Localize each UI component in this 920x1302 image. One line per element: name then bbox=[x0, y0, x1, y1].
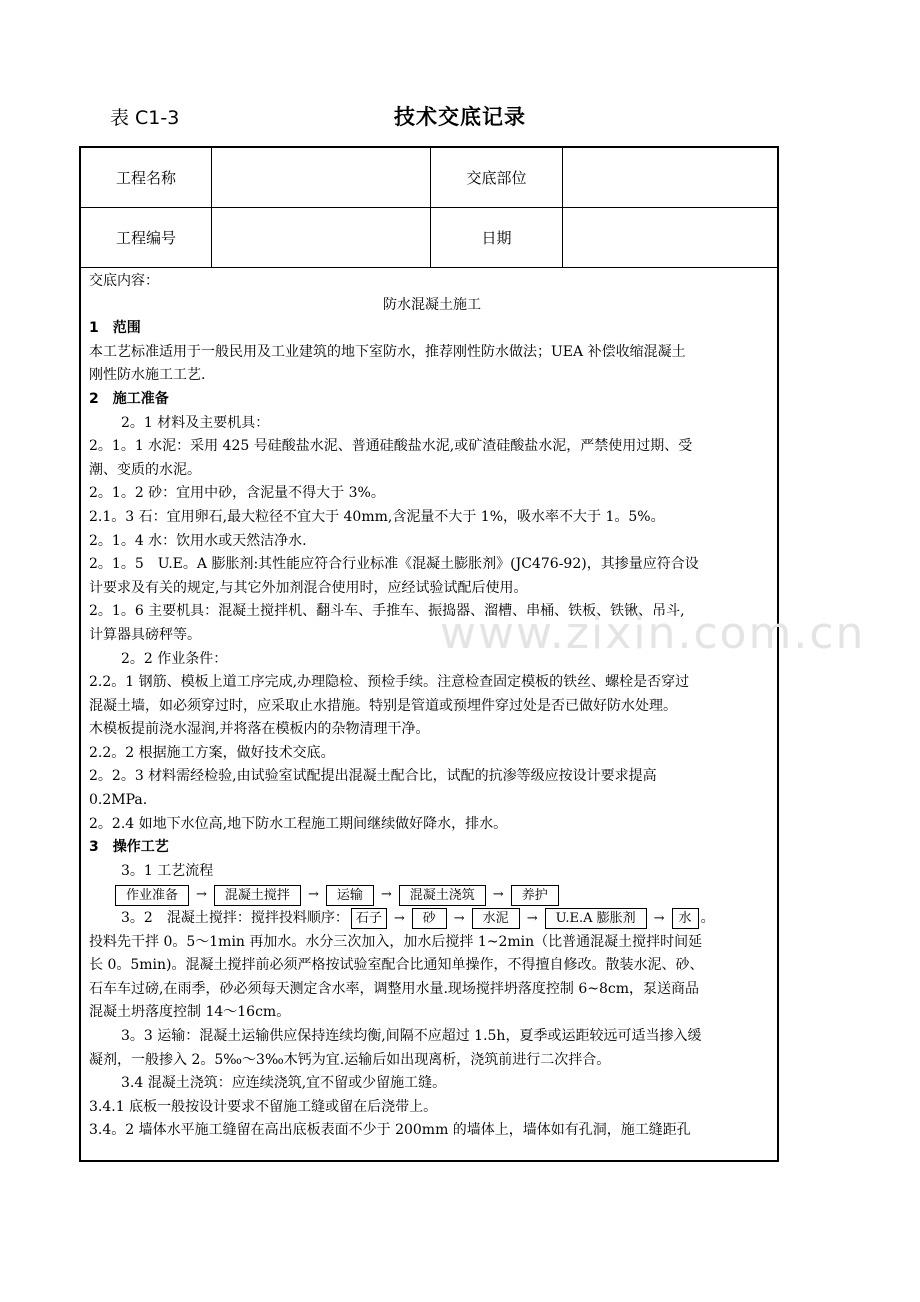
arrow-icon: → bbox=[307, 887, 319, 903]
arrow-icon: → bbox=[196, 887, 207, 903]
arrow-icon: → bbox=[653, 911, 665, 927]
date-label: 日期 bbox=[431, 208, 563, 267]
subheading-materials: 2。1 材料及主要机具： bbox=[121, 414, 270, 431]
content-line: 混凝土墙，如必须穿过时，应采取止水措施。特别是管道或预埋件穿过处是否已做好防水处理。 bbox=[89, 697, 677, 714]
arrow-icon: → bbox=[380, 887, 392, 903]
content-line: 3.4。2 墙体水平施工缝留在高出底板表面不少于 200mm 的墙体上，墙体如有孔洞，施工缝距孔 bbox=[89, 1122, 691, 1139]
content-line: 潮、变质的水泥。 bbox=[89, 461, 201, 478]
mixing-order-text: 3。2 混凝土搅拌：搅拌投料顺序： bbox=[121, 910, 349, 927]
content-line: 本工艺标准适用于一般民用及工业建筑的地下室防水，推荐刚性防水做法；UEA 补偿收缩混凝土 bbox=[89, 343, 686, 360]
content-line: 2。1。6 主要机具：混凝土搅拌机、翻斗车、手推车、振捣器、溜槽、串桶、铁板、铁锹、吊斗, bbox=[89, 603, 685, 620]
project-name-field[interactable] bbox=[212, 148, 431, 207]
content-line: 3.4.1 底板一般按设计要求不留施工缝或留在后浇带上。 bbox=[89, 1098, 438, 1115]
content-label: 交底内容： bbox=[89, 273, 159, 289]
process-flow-diagram bbox=[89, 883, 775, 907]
heading-operation: 3 操作工艺 bbox=[89, 839, 169, 856]
section-title: 防水混凝土施工 bbox=[383, 296, 481, 313]
content-line: 计算器具磅秤等。 bbox=[89, 626, 201, 643]
content-line: 2.1。3 石：宜用卵石,最大粒径不宜大于 40mm,含泥量不大于 1%，吸水率不大于 1。5%。 bbox=[89, 508, 665, 525]
project-number-field[interactable] bbox=[212, 208, 431, 267]
content-line: 2。1。1 水泥：采用 425 号硅酸盐水泥、普通硅酸盐水泥,或矿渣硅酸盐水泥，严禁使用过期、受 bbox=[89, 438, 693, 455]
content-line: 凝剂，一般掺入 2。5‰～3‰木钙为宜.运输后如出现离析，浇筑前进行二次拌合。 bbox=[89, 1051, 611, 1068]
mix-step-expansion-agent: U.E.A 膨胀剂 bbox=[545, 908, 647, 929]
content-line: 3。3 运输：混凝土运输供应保持连续均衡,间隔不应超过 1.5h，夏季或运距较远可适当掺入缓 bbox=[121, 1028, 702, 1044]
heading-preparation: 2 施工准备 bbox=[89, 390, 169, 407]
content-line: 2。1。5 U.E。A 膨胀剂:其性能应符合行业标准《混凝土膨胀剂》(JC476-92)，其掺量应符合设 bbox=[89, 556, 699, 573]
content-line: 2。2.4 如地下水位高,地下防水工程施工期间继续做好降水，排水。 bbox=[89, 815, 508, 832]
content-line: 2.2。2 根据施工方案，做好技术交底。 bbox=[89, 744, 335, 761]
content-line: 长 0。5min)。混凝土搅拌前必须严格按试验室配合比通知单操作，不得擅自修改。散装水泥、砂、 bbox=[89, 957, 704, 974]
arrow-icon: → bbox=[393, 911, 405, 927]
project-name-label: 工程名称 bbox=[81, 148, 212, 207]
mixing-order-line bbox=[89, 907, 775, 931]
flow-step-mixing: 混凝土搅拌 bbox=[214, 885, 301, 906]
arrow-icon: → bbox=[526, 911, 538, 927]
content-line: 2。2。3 材料需经检验,由试验室试配提出混凝土配合比，试配的抗渗等级应按设计要求提高 bbox=[89, 768, 657, 785]
content-line: 计要求及有关的规定,与其它外加剂混合使用时，应经试验试配后使用。 bbox=[89, 579, 528, 596]
disclosure-location-field[interactable] bbox=[563, 148, 777, 207]
content-line: 混凝土坍落度控制 14～16cm。 bbox=[89, 1004, 291, 1021]
content-line: 0.2MPa. bbox=[89, 792, 148, 809]
content-line: 2。1。4 水：饮用水或天然洁净水. bbox=[89, 532, 307, 549]
flow-step-curing: 养护 bbox=[511, 885, 559, 906]
content-line: 投料先干拌 0。5～1min 再加水。水分三次加入，加水后搅拌 1~2min（比普通混凝土搅拌时间延 bbox=[89, 933, 703, 950]
flow-step-transport: 运输 bbox=[326, 885, 374, 906]
content-line: 2.2。1 钢筋、模板上道工序完成,办理隐检、预检手续。注意检查固定模板的铁丝、螺栓是否穿过 bbox=[89, 674, 690, 691]
mix-step-sand: 砂 bbox=[412, 908, 447, 929]
flow-step-pouring: 混凝土浇筑 bbox=[399, 885, 486, 906]
arrow-icon: → bbox=[492, 887, 504, 903]
content-line: 木模板提前浇水湿润,并将落在模板内的杂物清理干净。 bbox=[89, 721, 430, 738]
flow-step-preparation: 作业准备 bbox=[115, 885, 189, 906]
project-number-label: 工程编号 bbox=[81, 208, 212, 267]
content-line: 2。1。2 砂：宜用中砂，含泥量不得大于 3%。 bbox=[89, 485, 385, 502]
subheading-conditions: 2。2 作业条件： bbox=[121, 650, 228, 667]
heading-scope: 1 范围 bbox=[89, 320, 141, 337]
content-line: 刚性防水施工工艺. bbox=[89, 367, 206, 384]
content-line: 石车车过磅,在雨季，砂必须每天测定含水率，调整用水量.现场搅拌坍落度控制 6~8cm，泵送商品 bbox=[89, 980, 700, 997]
disclosure-location-label: 交底部位 bbox=[431, 148, 563, 207]
info-row-2 bbox=[81, 208, 777, 268]
date-field[interactable] bbox=[563, 208, 777, 267]
info-row-1 bbox=[81, 148, 777, 208]
mix-step-water: 水 bbox=[672, 908, 699, 929]
disclosure-content bbox=[89, 270, 775, 1143]
arrow-icon: → bbox=[453, 911, 465, 927]
subheading-process-flow: 3。1 工艺流程 bbox=[121, 862, 214, 879]
watermark: www.zixin.com.cn bbox=[440, 608, 866, 659]
form-code: 表 C1-3 bbox=[110, 107, 180, 129]
mix-step-cement: 水泥 bbox=[472, 908, 520, 929]
content-line: 3.4 混凝土浇筑：应连续浇筑,宜不留或少留施工缝。 bbox=[121, 1075, 447, 1092]
document-title: 技术交底记录 bbox=[394, 105, 526, 129]
mix-step-stone: 石子 bbox=[351, 908, 387, 929]
mixing-order-end: 。 bbox=[700, 910, 715, 927]
